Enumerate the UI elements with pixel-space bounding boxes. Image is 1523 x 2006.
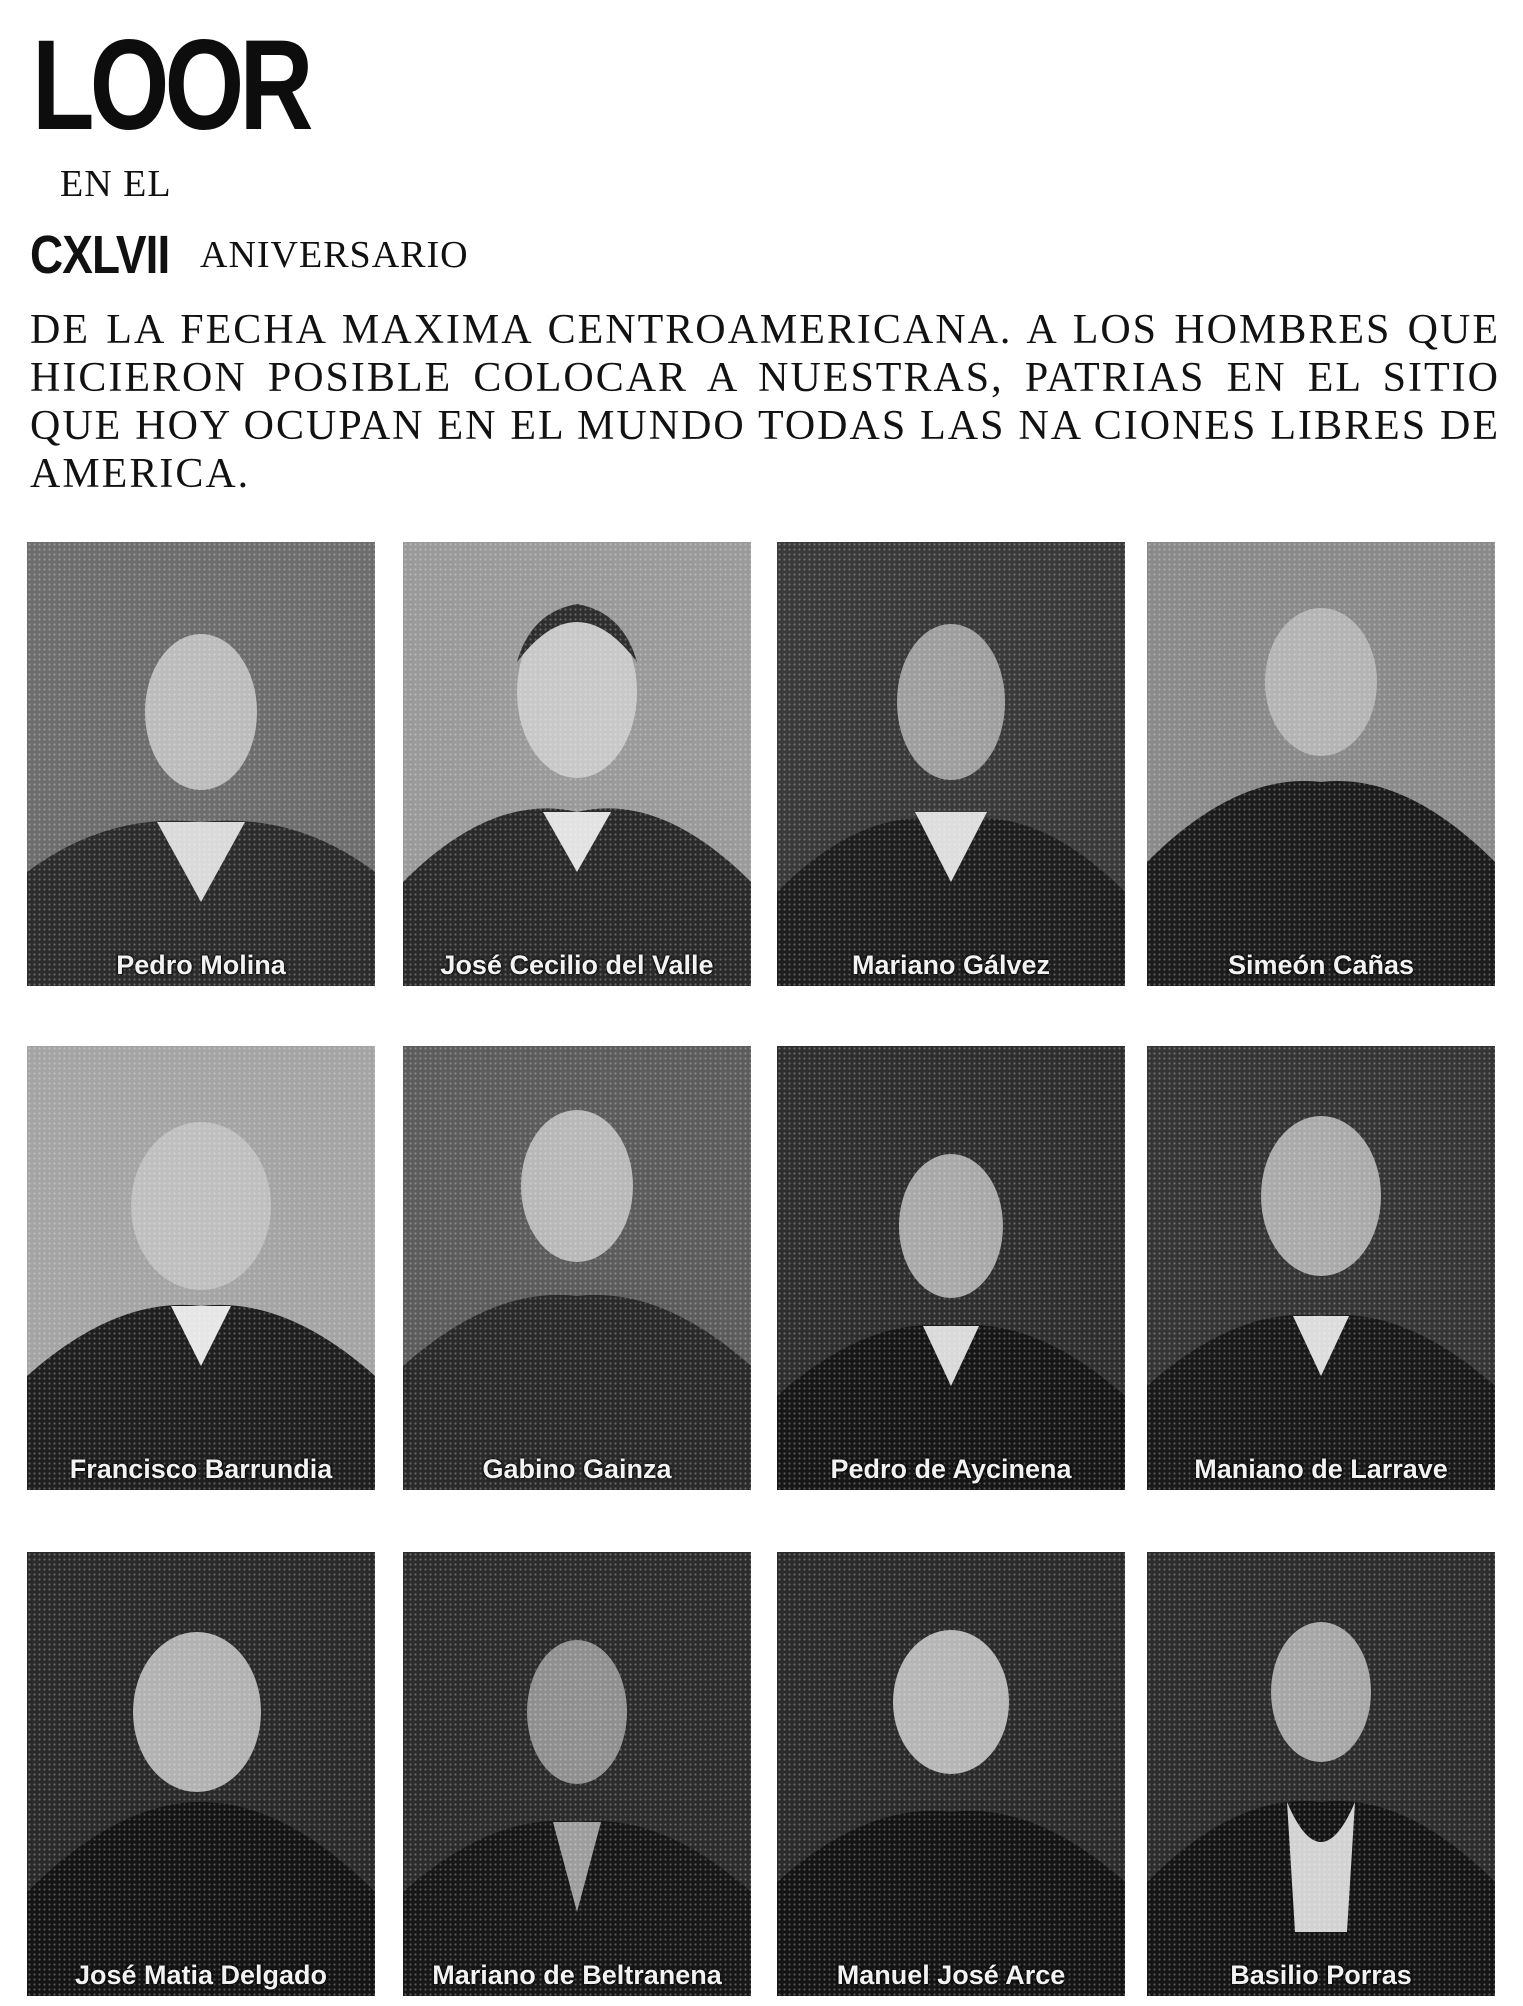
- portrait-jose-cecilio-del-valle: [403, 542, 751, 986]
- aniversario-label: ANIVERSARIO: [200, 234, 469, 276]
- portrait-mariano-de-beltranena: [403, 1552, 751, 1996]
- portrait-maniano-de-larrave: [1147, 1046, 1495, 1490]
- portrait-pedro-de-aycinena: [777, 1046, 1125, 1490]
- portrait-image: [27, 1046, 375, 1490]
- anniversary-line: [30, 225, 469, 285]
- headline: LOOR: [32, 14, 309, 157]
- portrait-image: [777, 1046, 1125, 1490]
- portrait-caption: Mariano Gálvez: [851, 950, 1051, 980]
- portrait-francisco-barrundia: [27, 1046, 375, 1490]
- en-el-line: EN EL: [60, 163, 172, 205]
- dedication-text: DE LA FECHA MAXIMA CENTROAMERICANA. A LOS HOMBRES QUE HICIERON POSIBLE COLOCAR A NUESTRAS, PATRIAS EN EL SITIO QUE HOY OCUPAN EN EL MUNDO TODAS LAS NA CIONES LIBRES DE AMERICA.: [30, 307, 1500, 497]
- portrait-caption: Basilio Porras: [1230, 1960, 1412, 1990]
- portrait-basilio-porras: [1147, 1552, 1495, 1996]
- portrait-caption: Gabino Gainza: [482, 1454, 672, 1484]
- portrait-caption: Maniano de Larrave: [1194, 1454, 1448, 1484]
- portrait-caption: Francisco Barrundia: [69, 1454, 333, 1484]
- portrait-image: [1147, 1552, 1495, 1996]
- portrait-manuel-jose-arce: [777, 1552, 1125, 1996]
- portrait-gabino-gainza: [403, 1046, 751, 1490]
- portrait-caption: Pedro Molina: [116, 950, 286, 980]
- portrait-image: [1147, 1046, 1495, 1490]
- portrait-image: [27, 1552, 375, 1996]
- portrait-image: [27, 542, 375, 986]
- portrait-image: [1147, 542, 1495, 986]
- portrait-caption: Mariano de Beltranena: [432, 1960, 722, 1990]
- portrait-caption: José Cecilio del Valle: [440, 950, 714, 980]
- roman-numeral: CXLVII: [30, 225, 170, 285]
- portrait-caption: Pedro de Aycinena: [830, 1454, 1072, 1484]
- portrait-mariano-galvez: [777, 542, 1125, 986]
- portrait-image: [777, 1552, 1125, 1996]
- portrait-pedro-molina: [27, 542, 375, 986]
- portrait-caption: José Matia Delgado: [74, 1960, 328, 1990]
- portrait-image: [777, 542, 1125, 986]
- portrait-caption: Simeón Cañas: [1227, 950, 1415, 980]
- portrait-caption: Manuel José Arce: [836, 1960, 1066, 1990]
- portrait-image: [403, 1552, 751, 1996]
- portrait-image: [403, 1046, 751, 1490]
- portrait-jose-matia-delgado: [27, 1552, 375, 1996]
- portrait-image: [403, 542, 751, 986]
- portrait-simeon-canas: [1147, 542, 1495, 986]
